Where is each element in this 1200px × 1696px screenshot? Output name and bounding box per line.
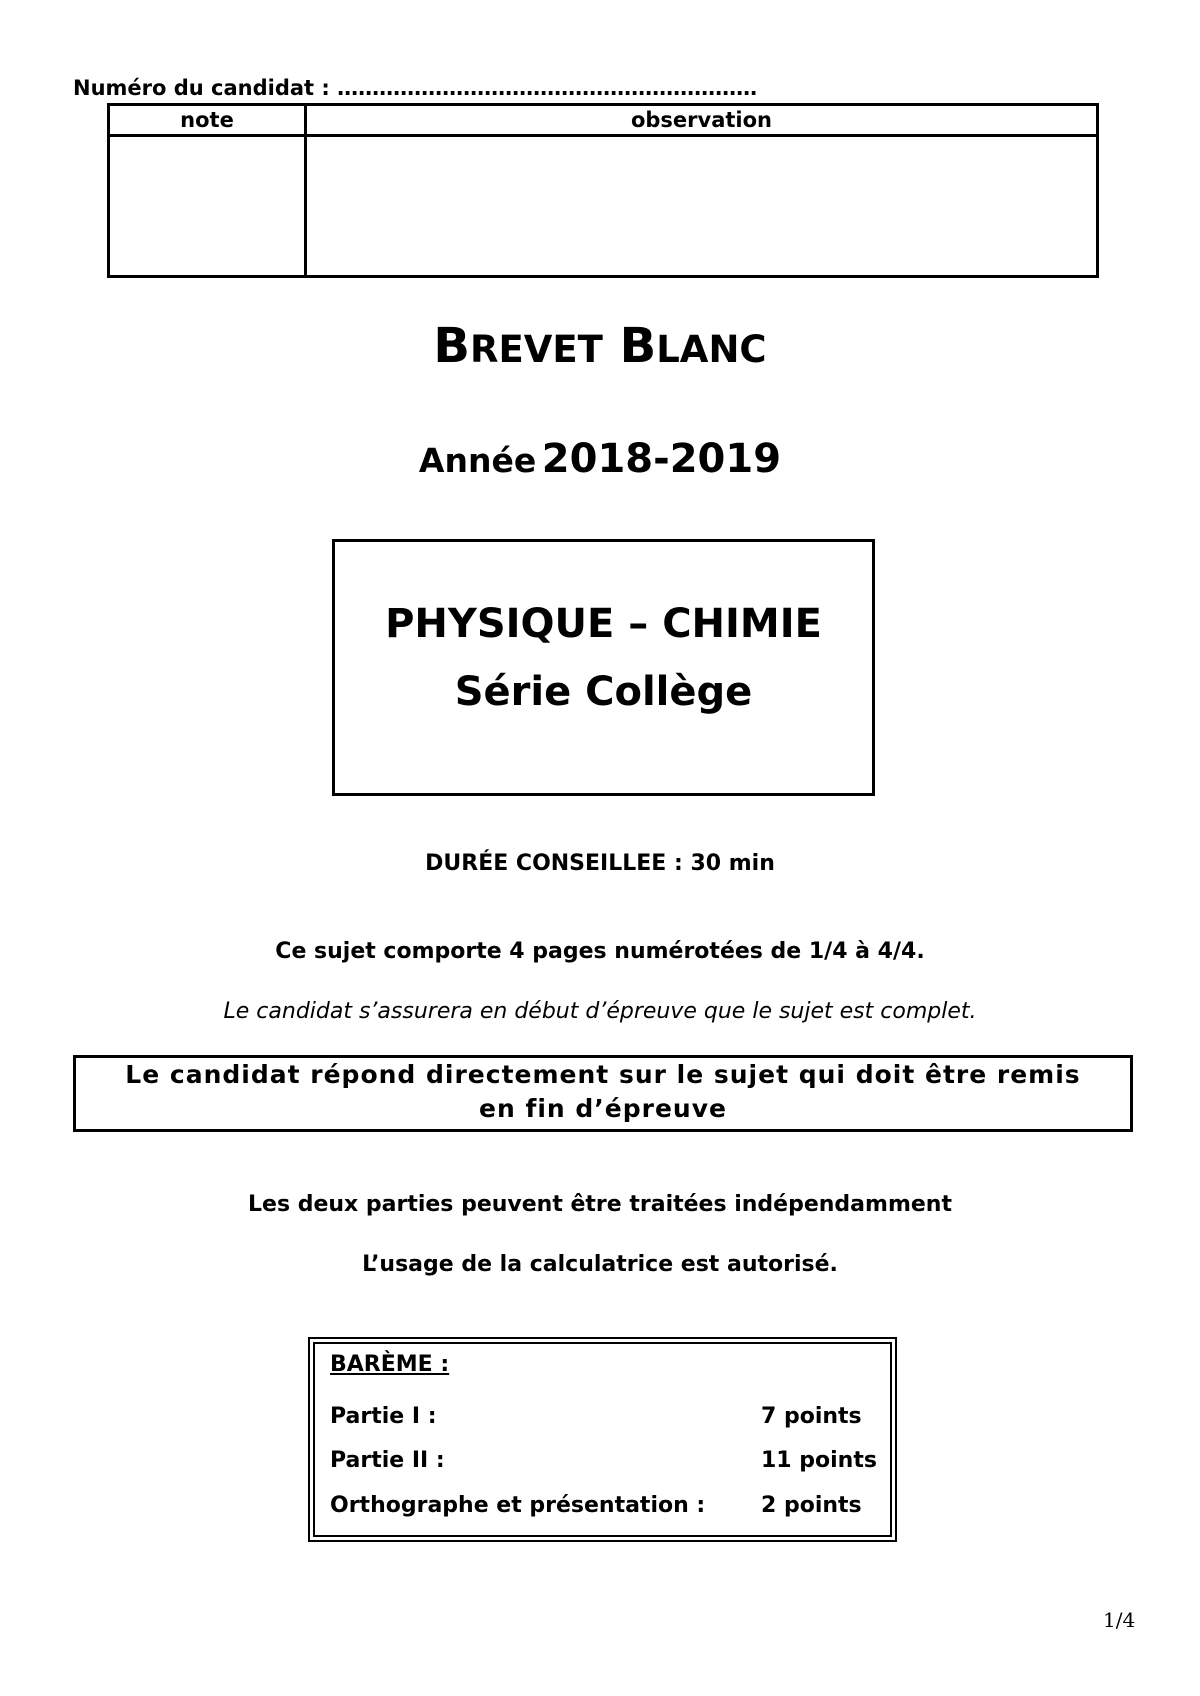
- bareme-row-points: 11 points: [761, 1448, 877, 1473]
- answer-notice-line1: Le candidat répond directement sur le sujet qui doit être remis: [125, 1060, 1081, 1089]
- title-initial-b1: B: [433, 318, 470, 374]
- subject-series: Série Collège: [454, 669, 753, 715]
- bareme-row: [330, 1448, 890, 1473]
- bareme-row-label: Orthographe et présentation :: [330, 1493, 706, 1518]
- year-value: 2018-2019: [541, 436, 782, 482]
- bareme-title: BARÈME :: [330, 1352, 450, 1377]
- candidate-number-line: Numéro du candidat : ……………………………………………………: [73, 76, 758, 100]
- observation-cell[interactable]: [306, 136, 1098, 277]
- page-title: [0, 318, 1200, 374]
- bareme-row-points: 7 points: [761, 1404, 862, 1429]
- bareme-row-label: Partie I :: [330, 1404, 437, 1429]
- observation-header: observation: [306, 105, 1098, 136]
- grading-table: [107, 103, 1099, 278]
- pages-info-text: Ce sujet comporte 4 pages numérotées de 1/4 à 4/4.: [275, 939, 925, 964]
- title-initial-b2: B: [619, 318, 657, 374]
- bareme-row-label: Partie II :: [330, 1448, 445, 1473]
- calculator-note-text: L’usage de la calculatrice est autorisé.: [362, 1252, 838, 1277]
- title-rest-1: REVET: [470, 328, 603, 371]
- subject-box: [332, 539, 875, 796]
- title-rest-2: LANC: [656, 328, 767, 371]
- check-note-text: Le candidat s’assurera en début d’épreuve que le sujet est complet.: [223, 999, 977, 1024]
- note-header: note: [109, 105, 306, 136]
- year-label: Année: [418, 441, 537, 480]
- answer-notice-line2: en fin d’épreuve: [479, 1094, 727, 1123]
- parts-note-text: Les deux parties peuvent être traitées indépendamment: [248, 1192, 952, 1217]
- duration-text: DURÉE CONSEILLEE : 30 min: [425, 851, 775, 876]
- bareme-row: [330, 1493, 890, 1518]
- bareme-row: [330, 1404, 890, 1429]
- note-cell[interactable]: [109, 136, 306, 277]
- bareme-row-points: 2 points: [761, 1493, 862, 1518]
- page-number: 1/4: [1103, 1608, 1136, 1632]
- answer-notice-box: [73, 1055, 1133, 1132]
- bareme-box: [308, 1337, 897, 1542]
- subject-title: PHYSIQUE – CHIMIE: [385, 601, 822, 647]
- school-year: [0, 436, 1200, 482]
